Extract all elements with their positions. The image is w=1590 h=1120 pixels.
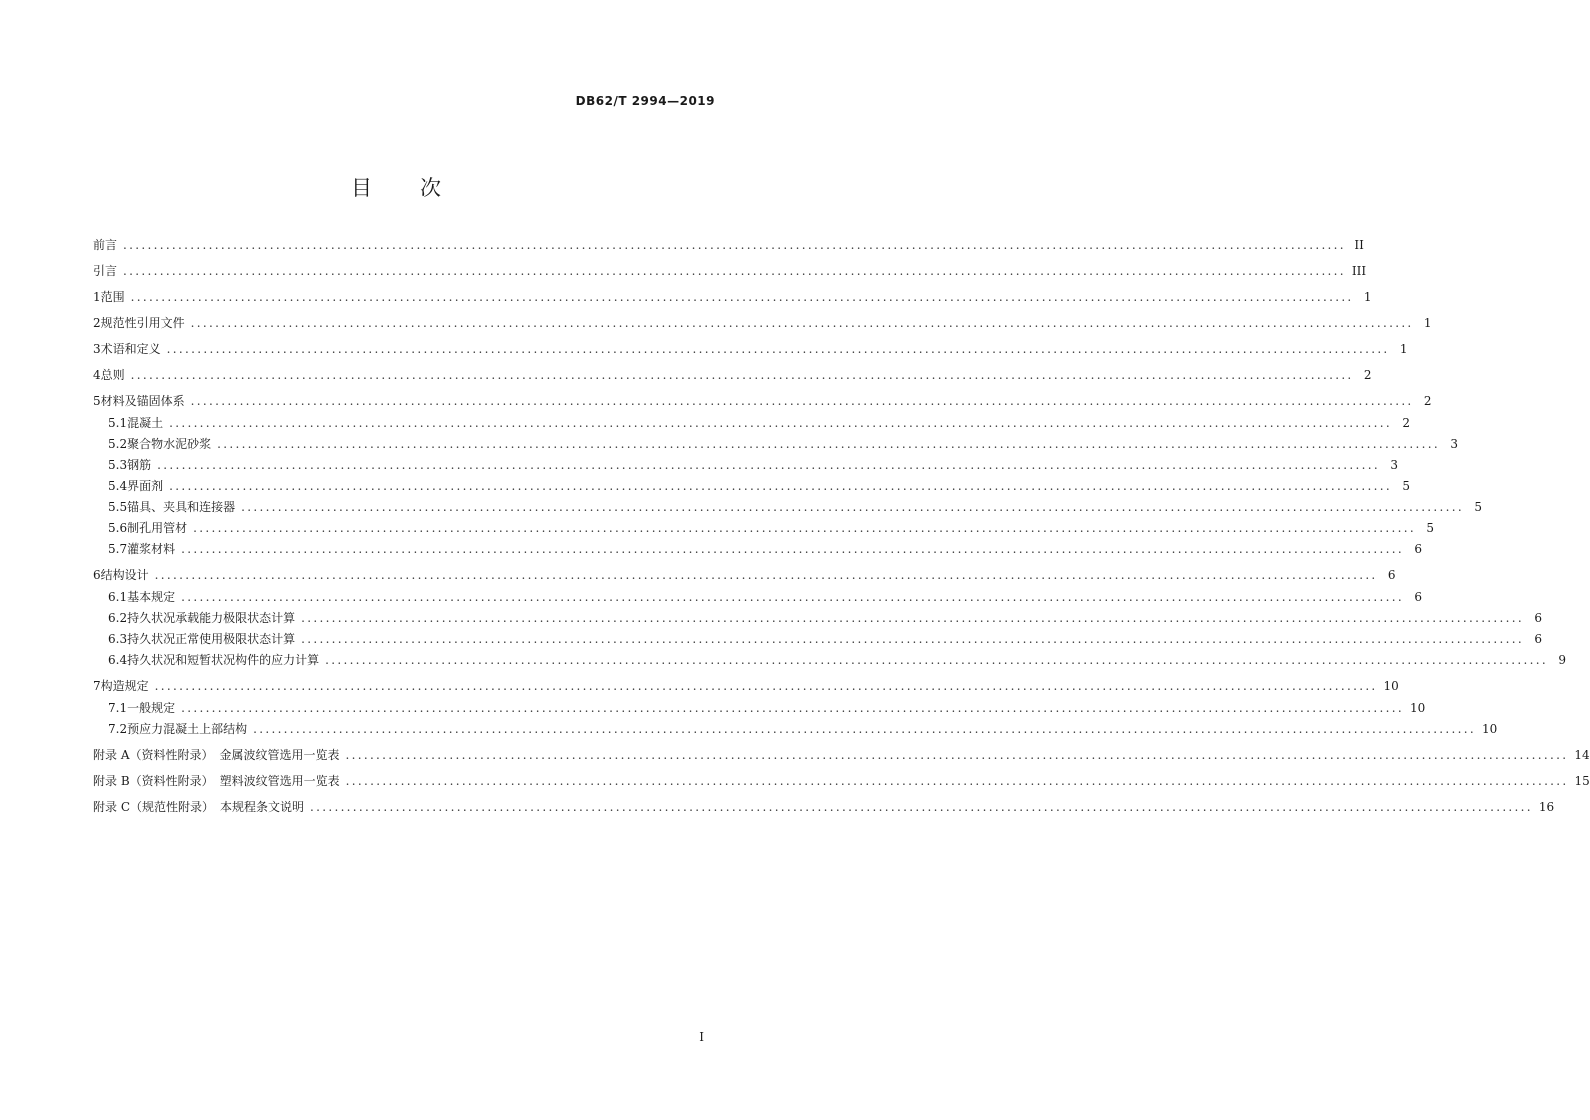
title-char-2: 次 <box>420 176 441 200</box>
toc-entry-appendix-a[interactable]: 附录 A（资料性附录） 金属波纹管选用一览表 ........................................................................................................................................................................................................ 14 <box>93 748 1590 762</box>
dot-leader: ........................................................................................................................................................................................................ <box>169 416 1392 430</box>
toc-entry-detailing[interactable]: 7 构造规定 ........................................................................................................................................................................................................ 10 <box>93 679 1399 693</box>
dot-leader: ........................................................................................................................................................................................................ <box>181 701 1404 715</box>
standard-code: DB62/T 2994—2019 <box>575 94 715 108</box>
toc-page-number: 1 <box>1423 316 1432 330</box>
toc-entry-appendix-b[interactable]: 附录 B（资料性附录） 塑料波纹管选用一览表 ........................................................................................................................................................................................................ 15 <box>93 774 1590 788</box>
toc-page-number: 9 <box>1558 653 1566 667</box>
toc-page-number: II <box>1354 238 1364 252</box>
dot-leader: ........................................................................................................................................................................................................ <box>253 722 1476 736</box>
toc-page-number: 6 <box>1534 611 1542 625</box>
toc-entry-materials[interactable]: 5 材料及锚固体系 ........................................................................................................................................................................................................ 2 <box>93 394 1432 408</box>
toc-page-number: 2 <box>1423 394 1432 408</box>
toc-page-number: 16 <box>1538 800 1555 814</box>
page-title <box>0 172 792 202</box>
toc-entry-general-rules[interactable]: 4 总则 ........................................................................................................................................................................................................ 2 <box>93 368 1372 382</box>
toc-entry-5-4[interactable]: 5.4 界面剂 ........................................................................................................................................................................................................ 5 <box>108 479 1410 493</box>
toc-page-number: 10 <box>1383 679 1399 693</box>
toc-entry-6-3[interactable]: 6.3 持久状况正常使用极限状态计算 ........................................................................................................................................................................................................ 6 <box>108 632 1542 646</box>
toc-page-number: 3 <box>1390 458 1398 472</box>
toc-entry-appendix-c[interactable]: 附录 C（规范性附录） 本规程条文说明 ........................................................................................................................................................................................................ 16 <box>93 800 1555 814</box>
toc-entry-5-7[interactable]: 5.7 灌浆材料 ........................................................................................................................................................................................................ 6 <box>108 542 1422 556</box>
toc-page-number: 2 <box>1402 416 1410 430</box>
dot-leader: ........................................................................................................................................................................................................ <box>325 653 1548 667</box>
dot-leader: ........................................................................................................................................................................................................ <box>190 394 1414 408</box>
dot-leader: ........................................................................................................................................................................................................ <box>193 521 1416 535</box>
dot-leader: ........................................................................................................................................................................................................ <box>301 611 1524 625</box>
dot-leader: ........................................................................................................................................................................................................ <box>310 800 1533 814</box>
title-char-1: 目 <box>351 176 372 200</box>
toc-page-number: 5 <box>1402 479 1410 493</box>
dot-leader: ........................................................................................................................................................................................................ <box>166 342 1390 356</box>
toc-entry-7-1[interactable]: 7.1 一般规定 ........................................................................................................................................................................................................ 10 <box>108 701 1426 715</box>
dot-leader: ........................................................................................................................................................................................................ <box>169 479 1392 493</box>
toc-entry-terms-definitions[interactable]: 3 术语和定义 ........................................................................................................................................................................................................ 1 <box>93 342 1408 356</box>
toc-entry-normative-references[interactable]: 2 规范性引用文件 ........................................................................................................................................................................................................ 1 <box>93 316 1432 330</box>
toc-entry-scope[interactable]: 1 范围 ........................................................................................................................................................................................................ 1 <box>93 290 1372 304</box>
dot-leader: ........................................................................................................................................................................................................ <box>154 568 1378 582</box>
dot-leader: ........................................................................................................................................................................................................ <box>181 590 1404 604</box>
toc-entry-5-2[interactable]: 5.2 聚合物水泥砂浆 ........................................................................................................................................................................................................ 3 <box>108 437 1458 451</box>
dot-leader: ........................................................................................................................................................................................................ <box>217 437 1440 451</box>
toc-page-number: 2 <box>1363 368 1372 382</box>
toc-entry-5-3[interactable]: 5.3 钢筋 ........................................................................................................................................................................................................ 3 <box>108 458 1398 472</box>
toc-page-number: 6 <box>1414 590 1422 604</box>
dot-leader: ........................................................................................................................................................................................................ <box>123 238 1346 252</box>
toc-page-number: 14 <box>1574 748 1590 762</box>
toc-page-number: 5 <box>1474 500 1482 514</box>
toc-page-number: 6 <box>1387 568 1396 582</box>
toc-page-number: 15 <box>1574 774 1590 788</box>
page-number: I <box>699 1030 704 1044</box>
toc-entry-5-5[interactable]: 5.5 锚具、夹具和连接器 ........................................................................................................................................................................................................ 5 <box>108 500 1482 514</box>
toc-entry-structural-design[interactable]: 6 结构设计 ........................................................................................................................................................................................................ 6 <box>93 568 1396 582</box>
dot-leader: ........................................................................................................................................................................................................ <box>345 774 1569 788</box>
toc-entry-6-4[interactable]: 6.4 持久状况和短暂状况构件的应力计算 ........................................................................................................................................................................................................ 9 <box>108 653 1566 667</box>
toc-entry-foreword[interactable]: 前言 ........................................................................................................................................................................................................ II <box>93 238 1364 252</box>
toc-page-number: 10 <box>1482 722 1498 736</box>
dot-leader: ........................................................................................................................................................................................................ <box>301 632 1524 646</box>
toc-entry-6-2[interactable]: 6.2 持久状况承载能力极限状态计算 ........................................................................................................................................................................................................ 6 <box>108 611 1542 625</box>
dot-leader: ........................................................................................................................................................................................................ <box>241 500 1464 514</box>
toc-entry-6-1[interactable]: 6.1 基本规定 ........................................................................................................................................................................................................ 6 <box>108 590 1422 604</box>
toc-page-number: III <box>1351 264 1367 278</box>
toc-entry-5-1[interactable]: 5.1 混凝土 ........................................................................................................................................................................................................ 2 <box>108 416 1410 430</box>
toc-entry-introduction[interactable]: 引言 ........................................................................................................................................................................................................ III <box>93 264 1367 278</box>
dot-leader: ........................................................................................................................................................................................................ <box>190 316 1414 330</box>
toc-page-number: 6 <box>1534 632 1542 646</box>
dot-leader: ........................................................................................................................................................................................................ <box>345 748 1569 762</box>
table-of-contents <box>93 236 1590 816</box>
toc-page-number: 3 <box>1450 437 1458 451</box>
dot-leader: ........................................................................................................................................................................................................ <box>154 679 1378 693</box>
dot-leader: ........................................................................................................................................................................................................ <box>157 458 1380 472</box>
dot-leader: ........................................................................................................................................................................................................ <box>130 290 1354 304</box>
dot-leader: ........................................................................................................................................................................................................ <box>181 542 1404 556</box>
toc-page-number: 10 <box>1410 701 1426 715</box>
dot-leader: ........................................................................................................................................................................................................ <box>123 264 1346 278</box>
toc-page-number: 1 <box>1399 342 1408 356</box>
toc-entry-5-6[interactable]: 5.6 制孔用管材 ........................................................................................................................................................................................................ 5 <box>108 521 1434 535</box>
toc-entry-7-2[interactable]: 7.2 预应力混凝土上部结构 ........................................................................................................................................................................................................ 10 <box>108 722 1498 736</box>
dot-leader: ........................................................................................................................................................................................................ <box>130 368 1354 382</box>
toc-page-number: 5 <box>1426 521 1434 535</box>
toc-page-number: 1 <box>1363 290 1372 304</box>
toc-page-number: 6 <box>1414 542 1422 556</box>
